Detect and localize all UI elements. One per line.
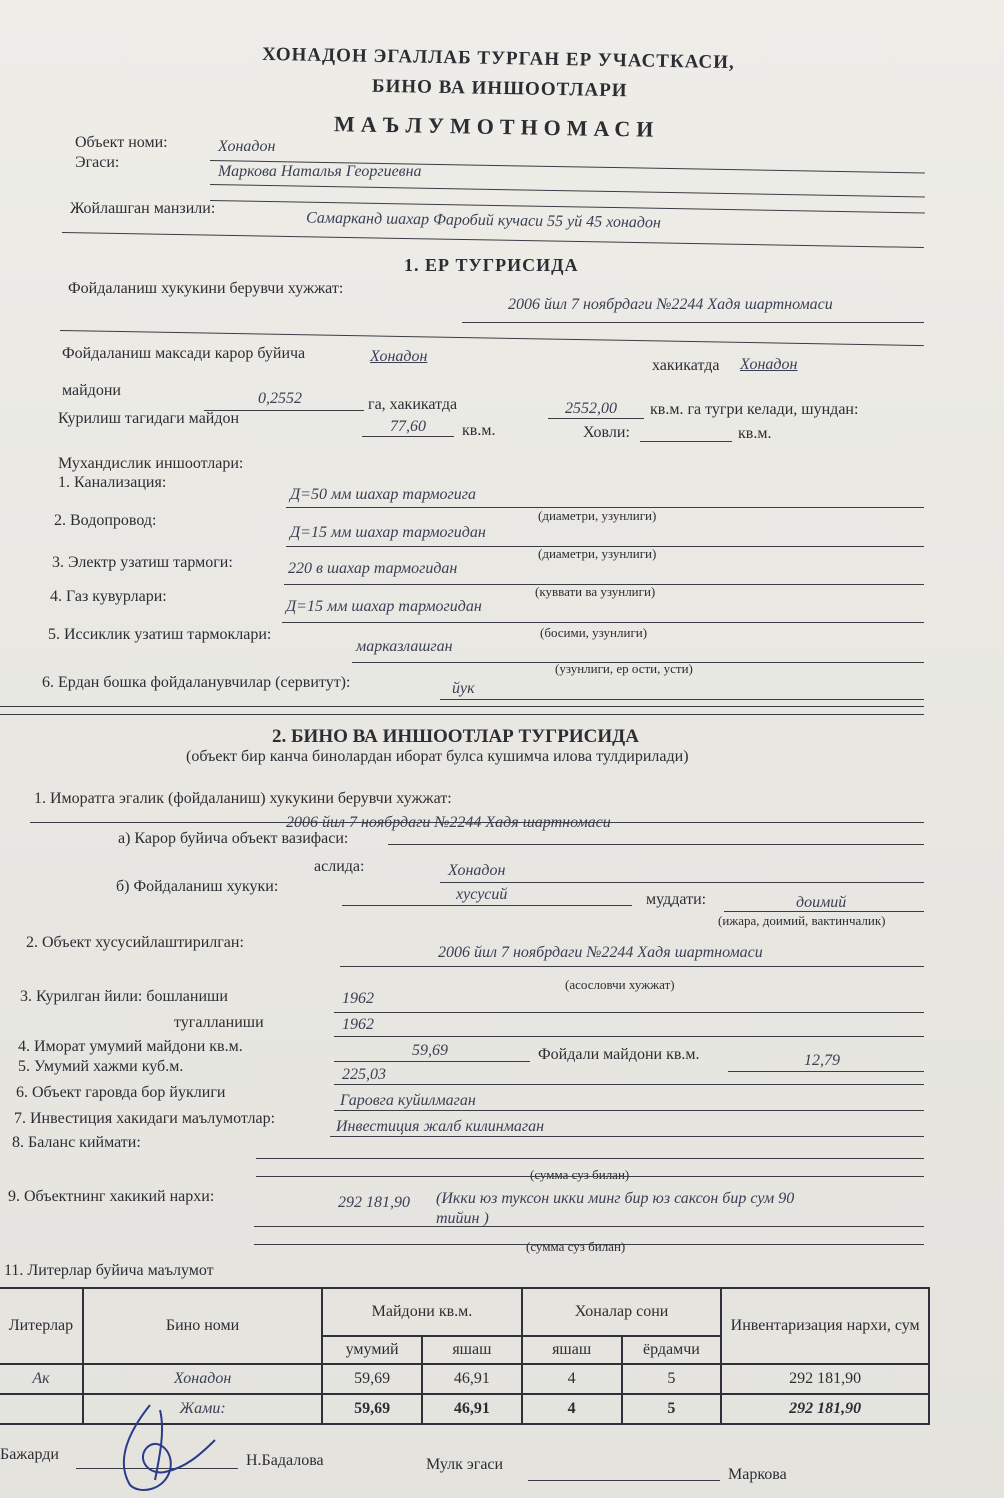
actual-value: Хонадон [740, 356, 798, 373]
balance-label: 8. Баланс киймати: [12, 1134, 141, 1151]
cell-literal: Ак [0, 1364, 83, 1394]
term-label: муддати: [646, 891, 707, 908]
term-note: (ижара, доимий, вактинчалик) [718, 913, 886, 928]
pledge-value: Гаровга куйилмаган [340, 1092, 476, 1109]
underline [334, 1110, 924, 1111]
building-doc-value: 2006 йил 7 ноябрдаги №2244 Хадя шартномаси [286, 814, 611, 831]
underline [334, 1012, 924, 1013]
underline [0, 714, 924, 715]
header-literals: Литерлар [0, 1288, 83, 1364]
cell-literal [0, 1394, 83, 1424]
investment-label: 7. Инвестиция хакидаги маълумотлар: [14, 1110, 276, 1127]
underline [254, 1226, 924, 1227]
eng-note-1: (диаметри, узунлиги) [538, 508, 657, 523]
underline [640, 441, 732, 442]
price-value: 292 181,90 [338, 1194, 410, 1211]
eng-label-2: 2. Водопровод: [54, 512, 157, 529]
kvm-label-1: кв.м. [462, 422, 496, 439]
eng-note-5: (узунлиги, ер ости, усти) [555, 661, 693, 676]
purpose-value: Хонадон [370, 348, 428, 365]
underline [334, 1036, 924, 1037]
section2-title: 2. БИНО ВА ИНШООТЛАР ТУГРИСИДА [272, 726, 639, 747]
kvm-label-2: кв.м. [738, 425, 772, 442]
actual-label: хакикатда [652, 357, 720, 374]
cell-total-area: 59,69 [322, 1394, 422, 1424]
term-value: доимий [796, 894, 847, 911]
build-year-label: 3. Курилган йили: бошланиши [20, 988, 228, 1005]
eng-label-6: 6. Ердан бошка фойдаланувчилар (сервитут): [42, 674, 351, 691]
object-name-label: Объект номи: [75, 134, 168, 151]
header-line2: БИНО ВА ИНШООТЛАРИ [371, 75, 628, 102]
built-area-label: Курилиш тагидаги майдон [58, 410, 240, 427]
build-year-start: 1962 [342, 990, 374, 1007]
section1-title: 1. ЕР ТУГРИСИДА [404, 255, 579, 275]
done-by-label: Бажарди [0, 1446, 59, 1463]
price-words-line2: тийин ) [436, 1210, 489, 1227]
underline [60, 330, 924, 346]
total-area-label: 4. Иморат умумий майдони кв.м. [18, 1038, 243, 1055]
address-label: Жойлашган манзили: [70, 200, 216, 217]
underline [30, 822, 924, 823]
eng-note-2: (диаметри, узунлиги) [538, 546, 657, 561]
underline [334, 1084, 924, 1085]
total-area-value: 59,69 [412, 1042, 448, 1059]
cell-total-label: Жами: [83, 1394, 322, 1424]
eng-label-3: 3. Электр узатиш тармоги: [52, 554, 233, 571]
cell-price: 292 181,90 [721, 1364, 929, 1394]
area-value: 0,2552 [258, 390, 302, 407]
eng-label-5: 5. Иссиклик узатиш тармоклари: [48, 626, 272, 643]
done-by-name: Н.Бадалова [246, 1452, 324, 1469]
cell-aux-rooms: 5 [622, 1364, 722, 1394]
cell-building-name: Хонадон [83, 1364, 322, 1394]
build-year-end-label: тугалланиши [174, 1014, 264, 1031]
header-rooms: Хоналар сони [522, 1288, 722, 1336]
header-auxiliary: ёрдамчи [622, 1336, 722, 1364]
underline [256, 1176, 924, 1177]
match-label: кв.м. га тугри келади, шундан: [650, 401, 859, 418]
underline [548, 418, 644, 419]
useful-area-label: Фойдали майдони кв.м. [538, 1046, 700, 1063]
engineering-title: Мухандислик иншоотлари: [58, 455, 244, 472]
cell-aux-rooms: 5 [622, 1394, 722, 1424]
cell-living-area: 46,91 [422, 1394, 522, 1424]
underline [362, 436, 454, 437]
eng-value-6: йук [452, 680, 475, 697]
price-words-line1: (Икки юз туксон икки минг бир юз саксон бир сум 90 [436, 1190, 795, 1207]
underline [462, 322, 924, 323]
purpose-a-label: а) Карор буйича объект вазифаси: [118, 830, 349, 847]
header-living: яшаш [422, 1336, 522, 1364]
balance-note: (сумма суз билан) [530, 1167, 630, 1182]
underline [342, 905, 632, 906]
underline [0, 706, 924, 707]
privatized-note: (асословчи хужжат) [565, 977, 675, 992]
signature [110, 1400, 220, 1495]
header-total: умумий [322, 1336, 422, 1364]
underline [210, 184, 925, 197]
cell-price: 292 181,90 [721, 1394, 929, 1424]
header-line1: ХОНАДОН ЭГАЛЛАБ ТУРГАН ЕР УЧАСТКАСИ, [261, 43, 735, 74]
underline [256, 1158, 924, 1159]
use-right-label: б) Фойдаланиш хукуки: [116, 878, 279, 895]
cell-living-area: 46,91 [422, 1364, 522, 1394]
underline [440, 699, 924, 700]
object-name-value: Хонадон [218, 138, 276, 155]
header-building-name: Бино номи [83, 1288, 322, 1364]
underline [440, 882, 924, 883]
owner-label: Эгаси: [75, 154, 120, 171]
eng-value-5: марказлашган [356, 638, 453, 655]
underline [254, 1244, 924, 1245]
eng-label-4: 4. Газ кувурлари: [50, 588, 167, 605]
literals-title: 11. Литерлар буйича маълумот [4, 1262, 214, 1279]
owner-sign-name: Маркова [728, 1466, 787, 1483]
address-value: Самарканд шахар Фаробий кучаси 55 уй 45 хонадон [305, 209, 661, 232]
useful-area-value: 12,79 [804, 1052, 840, 1069]
cell-living-rooms: 4 [522, 1364, 622, 1394]
eng-value-2: Д=15 мм шахар тармогидан [290, 524, 486, 541]
ha-label: га, хакикатда [368, 396, 458, 413]
underline [728, 1071, 924, 1072]
pledge-label: 6. Объект гаровда бор йуклиги [16, 1084, 226, 1101]
purpose-label: Фойдаланиш максади карор буйича [62, 345, 306, 362]
eng-note-4: (босими, узунлиги) [540, 625, 648, 640]
building-doc-label: 1. Иморатга эгалик (фойдаланиш) хукукини берувчи хужжат: [34, 790, 452, 807]
cell-total-area: 59,69 [322, 1364, 422, 1394]
underline [528, 1480, 720, 1481]
underline [282, 622, 924, 623]
investment-value: Инвестиция жалб килинмаган [336, 1118, 545, 1135]
eng-label-1: 1. Канализация: [58, 474, 167, 491]
underline [340, 966, 924, 967]
eng-value-3: 220 в шахар тармогидан [288, 560, 458, 577]
built-area-value: 77,60 [390, 418, 426, 435]
owner-value: Маркова Наталья Георгиевна [218, 163, 422, 180]
underline [334, 1061, 530, 1062]
underline [62, 232, 924, 248]
section2-subtitle: (объект бир канча бинолардан иборат булса кушимча илова тулдирилади) [186, 748, 689, 765]
underline [330, 1136, 924, 1137]
header-rooms-living: яшаш [522, 1336, 622, 1364]
header-area: Майдони кв.м. [322, 1288, 522, 1336]
volume-label: 5. Умумий хажми куб.м. [18, 1058, 184, 1075]
underline [388, 844, 924, 845]
actual-area-value: 2552,00 [565, 400, 617, 417]
yard-label: Ховли: [583, 424, 630, 441]
eng-value-4: Д=15 мм шахар тармогидан [286, 598, 482, 615]
land-doc-value: 2006 йил 7 ноябрдаги №2244 Хадя шартномаси [508, 296, 833, 313]
original-value: Хонадон [448, 862, 506, 879]
eng-value-1: Д=50 мм шахар тармогига [290, 486, 477, 503]
land-doc-label: Фойдаланиш хукукини берувчи хужжат: [68, 280, 344, 297]
page-title: МАЪЛУМОТНОМАСИ [333, 111, 660, 142]
cell-living-rooms: 4 [522, 1394, 622, 1424]
price-note: (сумма суз билан) [526, 1239, 626, 1254]
build-year-end: 1962 [342, 1016, 374, 1033]
owner-sign-label: Мулк эгаси [426, 1456, 504, 1473]
original-label: аслида: [314, 858, 365, 875]
privatized-label: 2. Объект хусусийлаштирилган: [26, 934, 244, 951]
privatized-value: 2006 йил 7 ноябрдаги №2244 Хадя шартномаси [438, 944, 763, 961]
use-right-value: хусусий [456, 886, 508, 903]
header-inventory-price: Инвентаризация нархи, сум [721, 1288, 929, 1364]
price-label: 9. Объектнинг хакикий нархи: [8, 1188, 215, 1205]
volume-value: 225,03 [342, 1066, 386, 1083]
area-label: майдони [62, 382, 121, 399]
table-row [0, 1364, 929, 1394]
eng-note-3: (куввати ва узунлиги) [535, 584, 656, 599]
